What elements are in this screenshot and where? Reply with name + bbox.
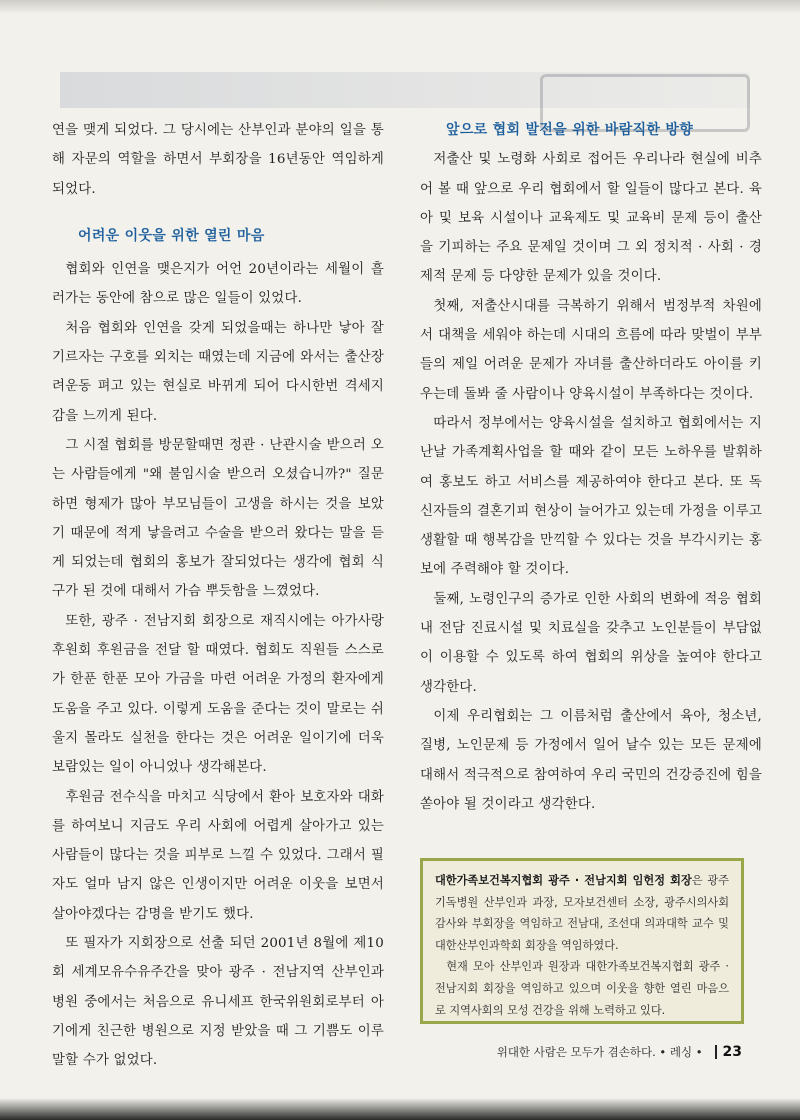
body-paragraph: 후원금 전수식을 마치고 식당에서 환아 보호자와 대화를 하여보니 지금도 우리 사회에 어렵게 살아가고 있는 사람들이 많다는 것을 피부로 느낄 수 있었다. 그래서 필자도 얼마 남지 않은 인생이지만 어려운 이웃을 보면서 살아야겠다는 감명을 받기도 했다. (52, 789, 384, 922)
profile-current: 현재 모아 산부인과 원장과 대한가족보건복지협회 광주 · 전남지회 회장을 역임하고 있으며 이웃을 향한 열린 마음으로 지역사회의 모성 건강을 위해 노력하고 있다. (435, 960, 729, 1017)
page-bottom-edge (0, 1098, 800, 1120)
intro-paragraph: 연을 맺게 되었다. 그 당시에는 산부인과 분야의 일을 통해 자문의 역할을 하면서 부회장을 16년동안 역임하게 되었다. (52, 123, 384, 197)
profile-career-text: 은 광주기독병원 산부인과 과장, 모자보건센터 소장, 광주시의사회 감사와 부회장을 역임하고 전남대, 조선대 의과대학 교수 및 대한산부인과학회 회장을 역임하였다. (435, 874, 729, 952)
body-paragraph: 둘째, 노령인구의 증가로 인한 사회의 변화에 적응 협회 내 전담 진료시설 및 치료실을 갖추고 노인분들이 부담없이 이용할 수 있도록 하여 협회의 위상을 높여야 한다고 생각한다. (420, 591, 762, 695)
body-paragraph: 따라서 정부에서는 양육시설을 설치하고 협회에서는 지난날 가족계획사업을 할 때와 같이 모든 노하우를 발휘하여 홍보도 하고 서비스를 제공하여야 한다고 본다. 또 독신자들의 결혼기피 현상이 늘어가고 있는데 가정을 이루고 생활할 때 행복감을 만끽할 수 있다는 것을 부각시키는 홍보에 주력해야 할 것이다. (420, 415, 762, 578)
section-heading-future-direction: 앞으로 협회 발전을 위한 바람직한 방향 (446, 122, 694, 138)
body-paragraph: 또한, 광주 · 전남지회 회장으로 재직시에는 아가사랑 후원회 후원금을 전달 할 때였다. 협회도 직원들 스스로가 한푼 한푼 모아 가금을 마련 어려운 가정의 환자에게 도움을 주고 있다. 이렇게 도움을 준다는 것이 말로는 쉬울지 몰라도 실천을 한다는 것은 어려운 일이기에 더욱 보람있는 일이 아니었나 생각해본다. (52, 613, 384, 776)
page-number: 23 (722, 1044, 742, 1060)
page-footer (497, 1044, 742, 1060)
body-paragraph: 저출산 및 노령화 사회로 접어든 우리나라 현실에 비추어 볼 때 앞으로 우리 협회에서 할 일들이 많다고 본다. 육아 및 보육 시설이나 교육제도 및 교육비 문제 등이 출산을 기피하는 주요 문제일 것이며 그 외 정치적 · 사회 · 경제적 문제 등 다양한 문제가 있을 것이다. (420, 152, 762, 285)
body-paragraph: 이제 우리협회는 그 이름처럼 출산에서 육아, 청소년, 질병, 노인문제 등 가정에서 일어 날수 있는 모든 문제에 대해서 적극적으로 참여하여 우리 국민의 건강증진에 힘을 쏟아야 될 것이라고 생각한다. (420, 708, 762, 812)
left-column (52, 116, 384, 1076)
section-heading-open-heart: 어려운 이웃을 위한 열린 마음 (78, 227, 265, 244)
body-paragraph: 또 필자가 지회장으로 선출 되던 2001년 8월에 제10회 세계모유수유주간을 맞아 광주 · 전남지역 산부인과 병원 중에서는 처음으로 유니세프 한국위원회로부터 아기에게 친근한 병원으로 지정 받았을 때 그 기쁨도 이루 말할 수가 없었다. (52, 936, 384, 1069)
body-paragraph: 처음 협회와 인연을 갖게 되었을때는 하나만 낳아 잘 기르자는 구호를 외치는 때였는데 지금에 와서는 출산장려운동 펴고 있는 현실로 바뀌게 되어 다시한번 격세지감을 느끼게 된다. (52, 320, 384, 424)
author-profile-box (420, 858, 744, 1024)
footer-divider (715, 1045, 717, 1059)
footer-quote: 위대한 사람은 모두가 겸손하다. • 레싱 • (496, 1045, 703, 1059)
body-paragraph: 협회와 인연을 맺은지가 어언 20년이라는 세월이 흘러가는 동안에 참으로 많은 일들이 있었다. (52, 262, 384, 307)
page-top-edge (0, 0, 800, 14)
profile-career (435, 870, 729, 956)
body-paragraph: 그 시절 협회를 방문할때면 정관 · 난관시술 받으러 오는 사람들에게 "왜 불임시술 받으러 오셨습니까?" 질문하면 형제가 많아 부모님들이 고생을 하시는 것을 보았기 때문에 적게 낳을려고 수술을 받으러 왔다는 말을 듣게 되었는데 협회의 홍보가 잘되었다는 생각에 협회 식구가 된 것에 대해서 가슴 뿌듯함을 느꼈었다. (52, 437, 384, 600)
right-column (420, 116, 762, 819)
profile-name-title: 대한가족보건복지협회 광주 · 전남지회 임헌정 회장 (435, 874, 692, 887)
body-paragraph: 첫째, 저출산시대를 극복하기 위해서 범정부적 차원에서 대책을 세워야 하는데 시대의 흐름에 따라 맞벌이 부부들의 제일 어려운 문제가 자녀를 출산하더라도 아이를 키우는데 돌봐 줄 사람이나 양육시설이 부족하다는 것이다. (420, 298, 762, 402)
